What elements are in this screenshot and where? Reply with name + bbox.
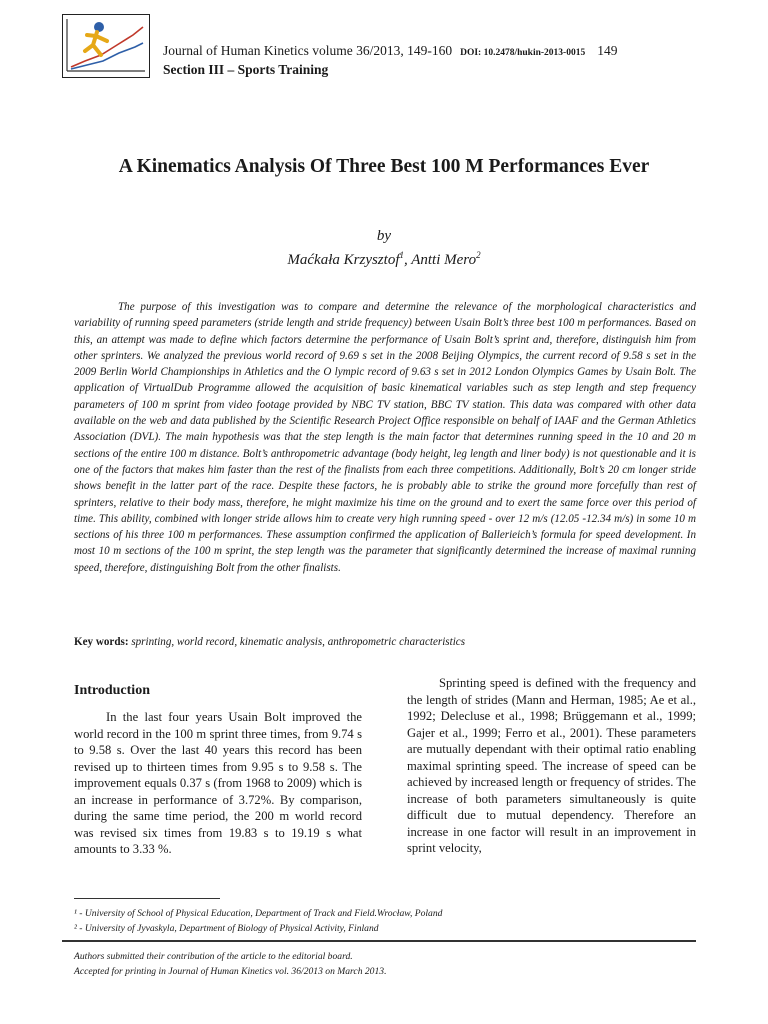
affiliation-marker: 1 xyxy=(399,250,404,260)
byline: by xyxy=(376,228,392,244)
section-heading: Introduction xyxy=(74,683,150,698)
editorial-note: Authors submitted their contribution of the article to the editorial board. xyxy=(74,951,353,962)
editorial-note: Accepted for printing in Journal of Human Kinetics vol. 36/2013 on March 2013. xyxy=(74,966,387,977)
abstract: The purpose of this investigation was to compare and determine the relevance of the morphological characteristics and variability of running speed parameters (stride length and stride frequency) between Usain Bolt’s three best 100 m performances. Based on this, an attempt was made to define which factors determine the performance of Usain Bolt’s sprint and, therefore, distinguish him from other sprinters. We analyzed the previous world record of 9.69 s set in the 2008 Beijing Olympics, the current record of 9.58 s set in the 2009 Berlin World Championships in Athletics and the O lympic record of 9.63 s set in 2012 London Olympics Games by Usain Bolt. The application of VirtualDub Programme allowed the acquisition of basic kinematical variables such as step length and step frequency parameters of 100 m sprint from video footage provided by NBC TV station, BBC TV station. This data was compared with other data available on the web and data published by the Scientific Research Project Office responsible on behalf of IAAF and the German Athletics Association (DVL). The main hypothesis was that the step length is the main factor that determines running speed in the 10 and 20 m sections of the entire 100 m distance. Bolt’s anthropometric advantage (body height, leg length and liner body) is not questionable and it is one of the factors that makes him faster than the rest of the finalists from each three competitions. Additionally, Bolt’s 20 cm longer stride shows benefit in the latter part of the race. Despite these factors, he is probably able to strike the ground more forcefully than rest of sprinters, relative to their body mass, therefore, he might maximize his time on the ground and to exert the same force over this period of time. This ability, combined with longer stride allows him to create very high running speed - over 12 m/s (12.05 -12.34 m/s) in some 10 m sections of his three 100 m performances. These assumption confirmed the application of Ballerieich’s formula for speed development. In most 10 m sections of the 100 m sprint, the step length was the parameter that significantly determined the increase of maximal running speed, therefore, distinguishing Bolt from the other finalists. xyxy=(74,301,696,574)
doi: DOI: 10.2478/hukin-2013-0015 xyxy=(460,48,586,58)
body-paragraph: In the last four years Usain Bolt improved the world record in the 100 m sprint three times, from 9.74 s to 9.58 s. Over the last 40 years this record has been revised up to thirteen times from 9.95 s to 9.58 s. The improvement equals 0.37 s (from 1968 to 2009) which is an increase in performance of 3.72%. By comparison, during the same time period, the 200 m world record was revised six times from 19.83 s to 19.19 s what amounts to 3.33 %. xyxy=(74,710,362,856)
footnote: ² - University of Jyvaskyla, Department of Biology of Physical Activity, Finland xyxy=(74,923,379,934)
page-number: 149 xyxy=(597,43,618,58)
runner-chart-logo-icon xyxy=(63,15,148,76)
keywords-label: Key words: xyxy=(74,636,129,648)
article-title: A Kinematics Analysis Of Three Best 100 M Performances Ever xyxy=(118,156,650,177)
page-divider xyxy=(62,940,696,942)
author-name: Antti Mero xyxy=(411,252,477,268)
affiliation-marker: 2 xyxy=(476,250,481,260)
footnote: ¹ - University of School of Physical Education, Department of Track and Field.Wrocław, Poland xyxy=(74,908,443,919)
body-paragraph: Sprinting speed is defined with the frequency and the length of strides (Mann and Herman, 1985; Ae et al., 1992; Delecluse et al., 1998; Brüggemann et al., 1999; Gajer et al., 1999; Ferro et al., 2001). These parameters are mutually dependant with their optimal ratio enabling maximal sprinting speed. The increase of speed can be achieved by increased length or frequency of strides. The increase of both parameters simultaneously is quite difficult due to mutual dependency. Therefore an increase in one factor will result in an improvement in sprint velocity, xyxy=(407,676,696,855)
author-list xyxy=(0,250,768,269)
keywords-text: sprinting, world record, kinematic analysis, anthropometric characteristics xyxy=(128,636,466,648)
author-name: Maćkała Krzysztof xyxy=(287,252,400,268)
journal-header xyxy=(163,43,617,59)
footnote-divider xyxy=(74,898,220,899)
journal-logo xyxy=(62,14,150,78)
author-separator: , xyxy=(403,252,412,268)
journal-citation: Journal of Human Kinetics volume 36/2013, 149-160 xyxy=(163,43,453,58)
section-label: Section III – Sports Training xyxy=(163,62,329,77)
keywords xyxy=(74,636,696,648)
